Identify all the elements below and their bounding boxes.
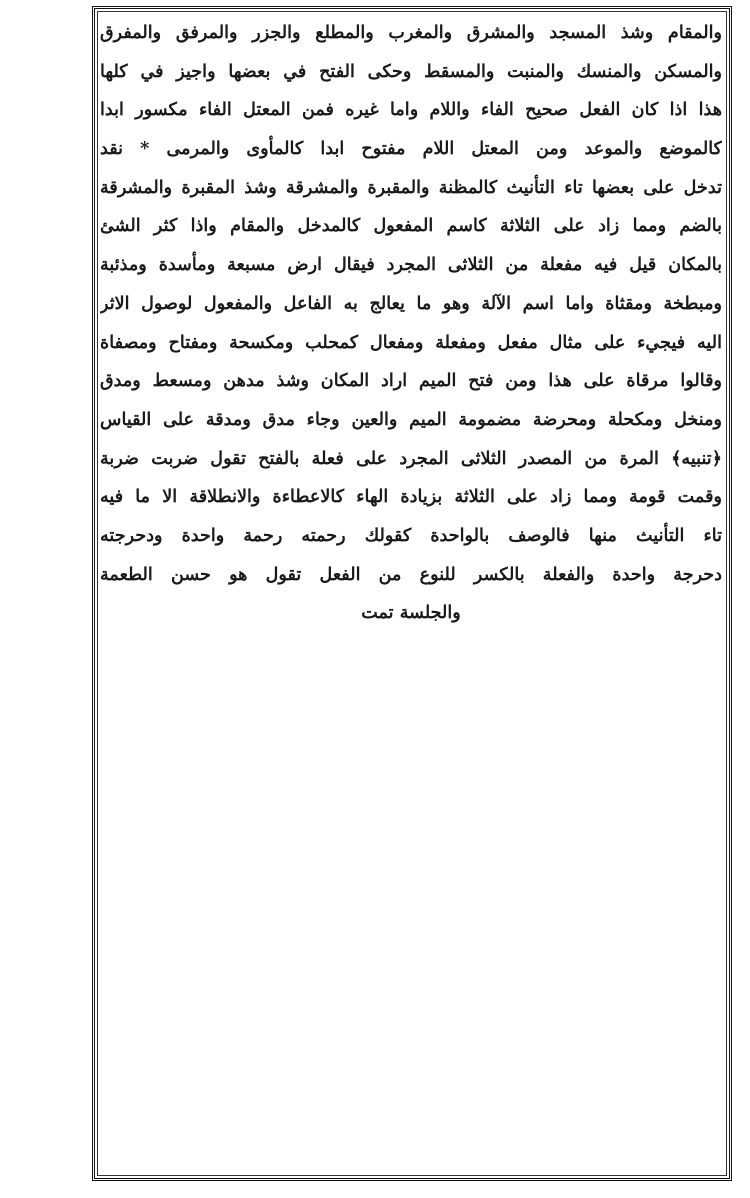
text-line: ومنخل ومكحلة ومحرضة مضمومة الميم والعين وجاء مدق ومدقة على القياس: [100, 408, 722, 430]
closing-line: والجلسة تمت: [361, 602, 461, 624]
arabic-text-body: [100, 14, 722, 633]
text-line: هذا اذا كان الفعل صحيح الفاء واللام واما غيره فمن المعتل الفاء مكسور ابدا: [100, 99, 722, 121]
text-line: دحرجة واحدة والفعلة بالكسر للنوع من الفعل تقول هو حسن الطعمة: [100, 563, 722, 585]
text-line: والمسكن والمنسك والمنبت والمسقط وحكى الفتح في بعضها واجيز في كلها: [100, 60, 722, 82]
text-line: بالمكان قيل فيه مفعلة من الثلاثى المجرد فيقال ارض مسبعة ومأسدة ومذئبة: [100, 254, 722, 276]
text-line: بالضم ومما زاد على الثلاثة كاسم المفعول كالمدخل والمقام واذا كثر الشئ: [100, 215, 722, 237]
text-line: كالموضع والموعد ومن المعتل اللام مفتوح ابدا كالمأوى والمرمى * نقد: [100, 138, 722, 160]
text-line: ومبطخة ومقثاة واما اسم الآلة وهو ما يعالج به الفاعل والمفعول لوصول الاثر: [100, 292, 722, 314]
text-line: ﴿تنبيه﴾ المرة من المصدر الثلاثى المجرد على فعلة بالفتح تقول ضربت ضربة: [100, 447, 722, 469]
text-line: تدخل على بعضها تاء التأنيث كالمظنة والمقبرة والمشرقة وشذ المقبرة والمشرقة: [100, 176, 722, 198]
text-line: وقمت قومة ومما زاد على الثلاثة بزيادة الهاء كالاعطاءة والانطلاقة الا ما فيه: [100, 486, 722, 508]
text-line: والمقام وشذ المسجد والمشرق والمغرب والمطلع والجزر والمرفق والمفرق: [100, 22, 722, 43]
text-line: تاء التأنيث منها فالوصف بالواحدة كقولك رحمته رحمة واحدة ودحرجته: [100, 524, 722, 546]
page-margin: [0, 0, 92, 1198]
text-line: اليه فيجيء على مثال مفعل ومفعلة ومفعال كمحلب ومكسحة ومفتاح ومصفاة: [100, 331, 722, 353]
text-line: وقالوا مرقاة على هذا ومن فتح الميم اراد المكان وشذ مدهن ومسعط ومدق: [100, 370, 722, 392]
